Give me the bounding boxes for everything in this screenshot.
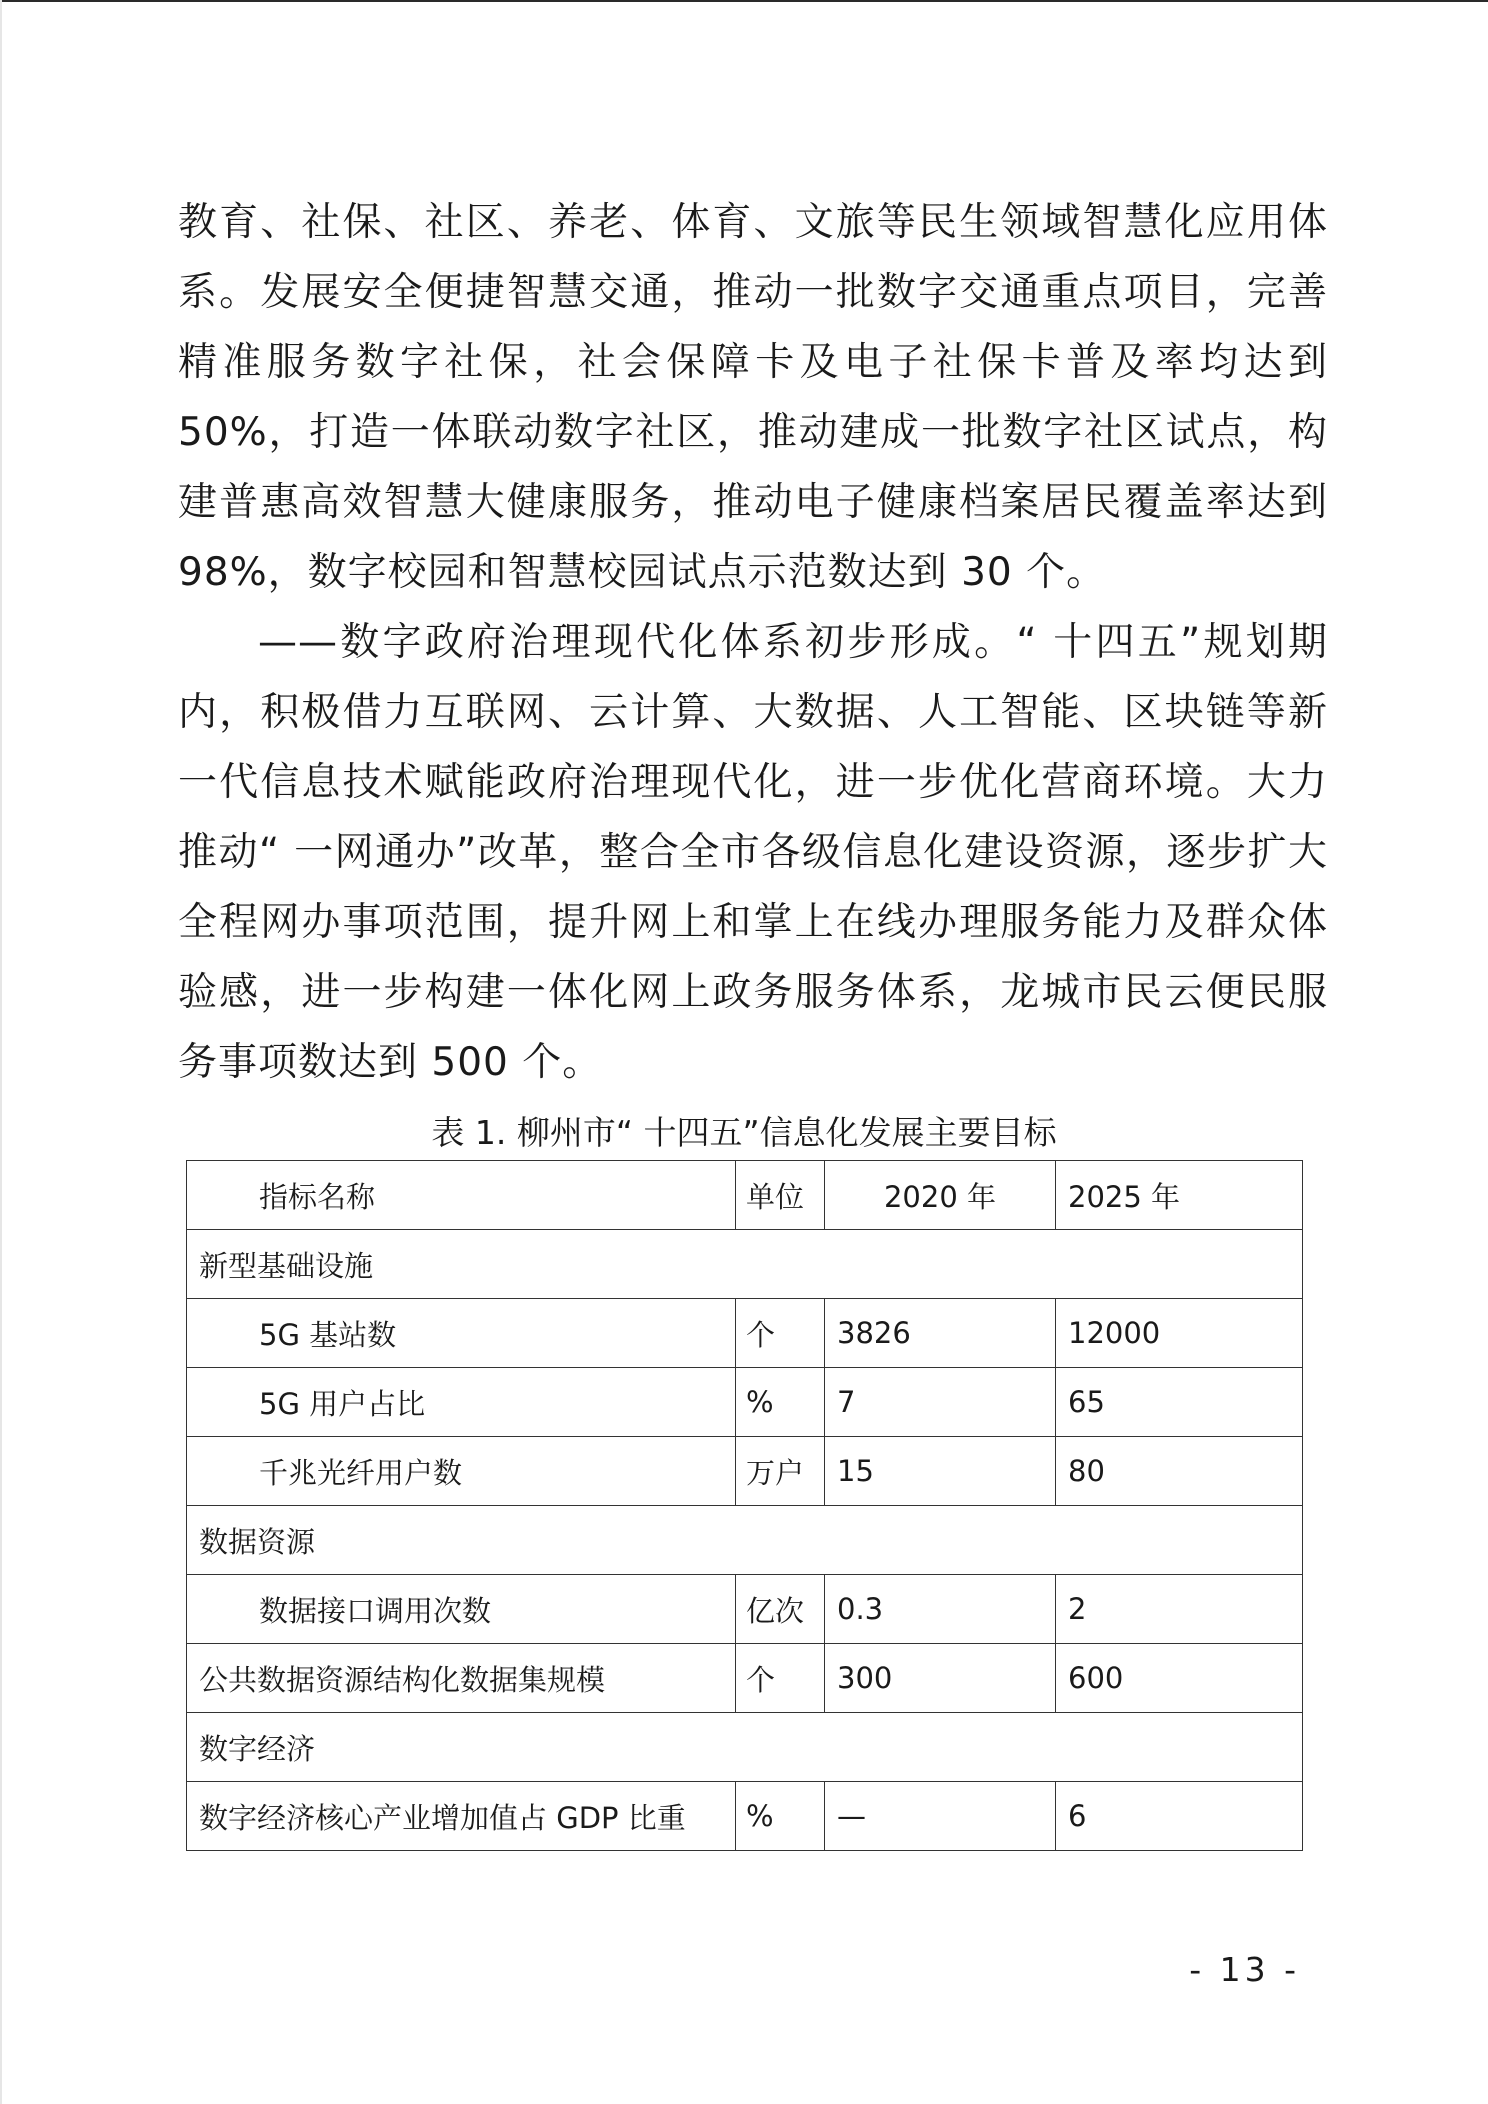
indicator-unit: 个 bbox=[736, 1644, 825, 1713]
section-row bbox=[187, 1230, 1303, 1299]
targets-table bbox=[186, 1160, 1303, 1851]
indicator-unit: 万户 bbox=[736, 1437, 825, 1506]
table-row bbox=[187, 1437, 1303, 1506]
header-2025: 2025 年 bbox=[1056, 1161, 1303, 1230]
page-number: - 13 - bbox=[1189, 1950, 1300, 1989]
value-2020: 3826 bbox=[825, 1299, 1056, 1368]
table-row bbox=[187, 1782, 1303, 1851]
indicator-unit: % bbox=[736, 1368, 825, 1437]
table-header-row bbox=[187, 1161, 1303, 1230]
page-top-border bbox=[0, 0, 1488, 2]
value-2025: 6 bbox=[1056, 1782, 1303, 1851]
value-2025: 600 bbox=[1056, 1644, 1303, 1713]
value-2025: 80 bbox=[1056, 1437, 1303, 1506]
body-text bbox=[178, 188, 1328, 1098]
indicator-name: 数据接口调用次数 bbox=[187, 1575, 736, 1644]
section-row bbox=[187, 1506, 1303, 1575]
value-2020: 7 bbox=[825, 1368, 1056, 1437]
table-row bbox=[187, 1644, 1303, 1713]
value-2020: 15 bbox=[825, 1437, 1056, 1506]
paragraph-digital-government: ——数字政府治理现代化体系初步形成。“ 十四五”规划期内，积极借力互联网、云计算、大数据、人工智能、区块链等新一代信息技术赋能政府治理现代化，进一步优化营商环境。大力推动“ 一网通办”改革，整合全市各级信息化建设资源，逐步扩大全程网办事项范围，提升网上和掌上在线办理服务能力及群众体验感，进一步构建一体化网上政务服务体系，龙城市民云便民服务事项数达到 500 个。 bbox=[178, 620, 1328, 1085]
value-2025: 65 bbox=[1056, 1368, 1303, 1437]
indicator-unit: 亿次 bbox=[736, 1575, 825, 1644]
table-row bbox=[187, 1368, 1303, 1437]
section-title: 新型基础设施 bbox=[187, 1230, 1303, 1299]
section-title: 数字经济 bbox=[187, 1713, 1303, 1782]
indicator-name: 公共数据资源结构化数据集规模 bbox=[187, 1644, 736, 1713]
section-title: 数据资源 bbox=[187, 1506, 1303, 1575]
table-row bbox=[187, 1575, 1303, 1644]
value-2020: 0.3 bbox=[825, 1575, 1056, 1644]
indicator-unit: 个 bbox=[736, 1299, 825, 1368]
page-left-border bbox=[0, 0, 2, 2104]
indicator-name: 5G 用户占比 bbox=[187, 1368, 736, 1437]
table-row bbox=[187, 1299, 1303, 1368]
value-2025: 2 bbox=[1056, 1575, 1303, 1644]
paragraph-livelihood: 教育、社保、社区、养老、体育、文旅等民生领域智慧化应用体系。发展安全便捷智慧交通，推动一批数字交通重点项目，完善精准服务数字社保，社会保障卡及电子社保卡普及率均达到 50%，打造一体联动数字社区，推动建成一批数字社区试点，构建普惠高效智慧大健康服务，推动电子健康档案居民覆盖率达到 98%，数字校园和智慧校园试点示范数达到 30 个。 bbox=[178, 200, 1328, 595]
indicator-name: 5G 基站数 bbox=[187, 1299, 736, 1368]
header-indicator-name: 指标名称 bbox=[187, 1161, 736, 1230]
header-unit: 单位 bbox=[736, 1161, 825, 1230]
indicator-name: 数字经济核心产业增加值占 GDP 比重 bbox=[187, 1782, 736, 1851]
header-2020: 2020 年 bbox=[825, 1161, 1056, 1230]
section-row bbox=[187, 1713, 1303, 1782]
value-2025: 12000 bbox=[1056, 1299, 1303, 1368]
table-caption: 表 1. 柳州市“ 十四五”信息化发展主要目标 bbox=[431, 1113, 1057, 1152]
value-2020: 300 bbox=[825, 1644, 1056, 1713]
indicator-unit: % bbox=[736, 1782, 825, 1851]
indicator-name: 千兆光纤用户数 bbox=[187, 1437, 736, 1506]
value-2020: — bbox=[825, 1782, 1056, 1851]
